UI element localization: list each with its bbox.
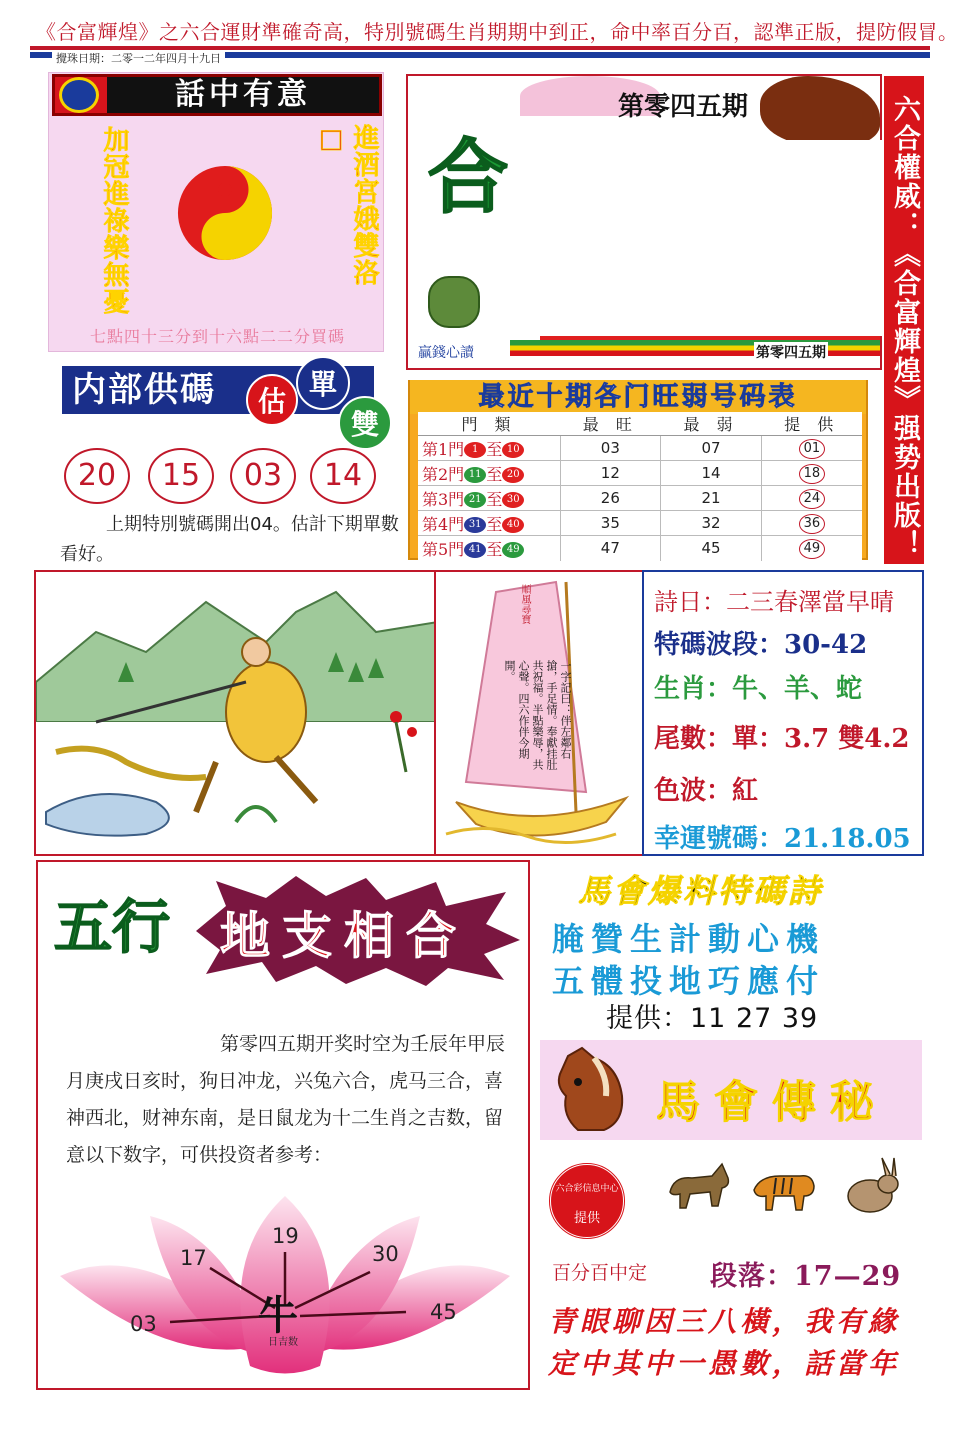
inner-number-1: 20 — [64, 448, 130, 504]
prediction-tail: 尾數：單：3.7 雙4.2 — [654, 724, 910, 754]
prediction-lucky-numbers: 幸運號碼：21.18.05 — [654, 824, 911, 854]
door-label: 第3門 — [422, 489, 465, 509]
horse-poem-line-1: 腌贊生計動心機 — [552, 920, 826, 958]
hua-time-caption: 七點四十三分到十六點二二分買碼 — [90, 327, 346, 346]
horse-head-icon — [548, 1046, 628, 1132]
table-row — [418, 511, 862, 536]
hua-left-phrase: 加冠進祿樂無憂 — [99, 126, 129, 315]
table-cell-provide — [761, 511, 862, 536]
table-cell-hot: 03 — [560, 436, 661, 461]
provide-number: 49 — [799, 539, 825, 559]
hua-zhong-you-yi-banner — [52, 74, 382, 116]
lotus-center-char: 牛 — [258, 1293, 298, 1339]
table-cell-hot: 47 — [560, 536, 661, 561]
door-label: 第5門 — [422, 539, 465, 559]
door-to-ball: 20 — [502, 467, 524, 483]
table-cell-cold: 07 — [661, 436, 762, 461]
table-cell-provide — [761, 486, 862, 511]
door-from-ball: 21 — [464, 492, 486, 508]
table-cell-hot: 26 — [560, 486, 661, 511]
table-header-provide: 提 供 — [761, 412, 862, 436]
accuracy-text: 百分百中定 — [552, 1262, 648, 1284]
prediction-color-wave: 色波：紅 — [654, 776, 759, 806]
provide-number: 24 — [799, 489, 825, 509]
table-cell-cold: 21 — [661, 486, 762, 511]
stamp-provide: 提供 — [573, 1211, 600, 1226]
table-cell-door — [418, 436, 560, 461]
provide-number: 01 — [799, 439, 825, 459]
door-separator: 至 — [486, 439, 503, 459]
inner-number-4: 14 — [310, 448, 376, 504]
table-row — [418, 436, 862, 461]
door-label: 第2門 — [422, 464, 465, 484]
door-separator: 至 — [486, 489, 503, 509]
door-label: 第1門 — [422, 439, 465, 459]
horse-secret-title: 馬會傳秘 — [656, 1077, 888, 1128]
door-from-ball: 1 — [464, 442, 486, 458]
info-center-stamp — [548, 1162, 626, 1240]
prediction-zodiac: 生肖：牛、羊、蛇 — [654, 674, 863, 704]
table-cell-door — [418, 511, 560, 536]
table-header-cold: 最 弱 — [661, 412, 762, 436]
lotus-number-19: 19 — [272, 1224, 299, 1248]
hua-zhong-you-yi-title: 話中有意 — [107, 77, 379, 113]
table-cell-door — [418, 461, 560, 486]
provide-number: 36 — [799, 514, 825, 534]
door-separator: 至 — [486, 514, 503, 534]
prediction-wave-range: 特碼波段：30-42 — [654, 630, 868, 660]
inner-number-2: 15 — [148, 448, 214, 504]
table-cell-door — [418, 486, 560, 511]
money-fist-icon — [428, 276, 480, 328]
table-header-hot: 最 旺 — [560, 412, 661, 436]
door-from-ball: 11 — [464, 467, 486, 483]
poster-caption: 贏錢心讀 — [418, 345, 474, 361]
lotus-number-30: 30 — [372, 1242, 399, 1266]
tiger-icon — [750, 1156, 820, 1218]
door-to-ball: 10 — [502, 442, 524, 458]
horse-poem-provide: 提供：11 27 39 — [606, 1003, 819, 1034]
door-from-ball: 41 — [464, 542, 486, 558]
table-cell-hot: 12 — [560, 461, 661, 486]
draw-date: 攪珠日期：二零一二年四月十九日 — [52, 50, 225, 66]
lotus-center-subtitle: 日吉数 — [268, 1337, 298, 1348]
yin-yang-icon — [176, 164, 274, 262]
hunter-scene-image — [36, 572, 436, 856]
wuxing-title: 五行 — [54, 893, 171, 961]
segment-range: 段落：17—29 — [710, 1261, 902, 1292]
poster-big-char: 合 — [428, 131, 508, 224]
dog-icon — [664, 1156, 734, 1218]
closing-verse-2: 定中其中一愚數，話當年 — [548, 1347, 901, 1380]
inner-code-note: 上期特別號碼開出04。估計下期單數看好。 — [60, 514, 399, 565]
door-from-ball: 31 — [464, 517, 486, 533]
badge-shuang: 雙 — [338, 396, 392, 450]
inner-number-3: 03 — [230, 448, 296, 504]
table-cell-provide — [761, 436, 862, 461]
table-cell-cold: 32 — [661, 511, 762, 536]
poster-blank-area — [518, 140, 882, 336]
poster-issue: 第零四五期 — [618, 92, 749, 122]
boat-flag-text: 順風尋寶 — [519, 584, 530, 624]
table-cell-provide — [761, 461, 862, 486]
badge-gu: 估 — [246, 374, 298, 426]
hot-cold-table — [418, 412, 862, 561]
horse-poem-line-2: 五體投地巧應付 — [552, 962, 826, 1000]
hunter-illustration — [34, 570, 436, 856]
table-row — [418, 461, 862, 486]
prediction-poem: 詩日：二三春澤當早晴 — [654, 588, 894, 616]
hua-right-phrase: 進酒宮娥雙洛□ — [316, 124, 379, 286]
hua-logo-icon — [59, 77, 99, 113]
table-cell-door — [418, 536, 560, 561]
wuxing-subtitle: 地支相合 — [220, 906, 468, 965]
table-header-row — [418, 412, 862, 436]
poster-issue-small: 第零四五期 — [754, 342, 828, 362]
table-cell-provide — [761, 536, 862, 561]
table-cell-cold: 45 — [661, 536, 762, 561]
table-row — [418, 536, 862, 561]
wuxing-paragraph: 第零四五期开奖时空为壬辰年甲辰月庚戌日亥时，狗日冲龙，兴兔六合，虎马三合，喜神西北，财神东南，是日鼠龙为十二生肖之吉数，留意以下数字，可供投资者参考： — [66, 1033, 506, 1166]
stamp-text: 六合彩信息中心 — [555, 1184, 619, 1194]
horse-poem-title: 馬會爆料特碼詩 — [578, 872, 824, 910]
table-cell-hot: 35 — [560, 511, 661, 536]
door-to-ball: 30 — [502, 492, 524, 508]
door-separator: 至 — [486, 539, 503, 559]
table-header-door: 門 類 — [418, 412, 560, 436]
hot-cold-table-title: 最近十期各门旺弱号码表 — [410, 380, 866, 414]
lotus-number-17: 17 — [180, 1246, 207, 1270]
side-banner-text: 六合權威：《合富輝煌》强势出版！ — [889, 95, 920, 559]
door-to-ball: 49 — [502, 542, 524, 558]
door-label: 第4門 — [422, 514, 465, 534]
header-banner-text: 《合富輝煌》之六合運財準確奇高，特別號碼生肖期期中到正，命中率百分百，認準正版，提防假冒。 — [36, 20, 959, 44]
provide-number: 18 — [799, 464, 825, 484]
table-row — [418, 486, 862, 511]
rabbit-icon — [836, 1156, 906, 1218]
door-to-ball: 40 — [502, 517, 524, 533]
closing-verse-1: 青眼聊因三八橫，我有緣 — [548, 1305, 901, 1338]
boat-verse: 一字記曰：伴左鄰右搶，手足情。奉獻挂肚共祝福。半點樂辱，共心聲。四六作伴今期開。 — [503, 660, 572, 770]
door-separator: 至 — [486, 464, 503, 484]
lotus-number-45: 45 — [430, 1300, 457, 1324]
lotus-number-03: 03 — [130, 1312, 157, 1336]
inner-code-title: 内部供碼 — [62, 366, 374, 414]
badge-dan: 單 — [296, 356, 350, 410]
table-cell-cold: 14 — [661, 461, 762, 486]
